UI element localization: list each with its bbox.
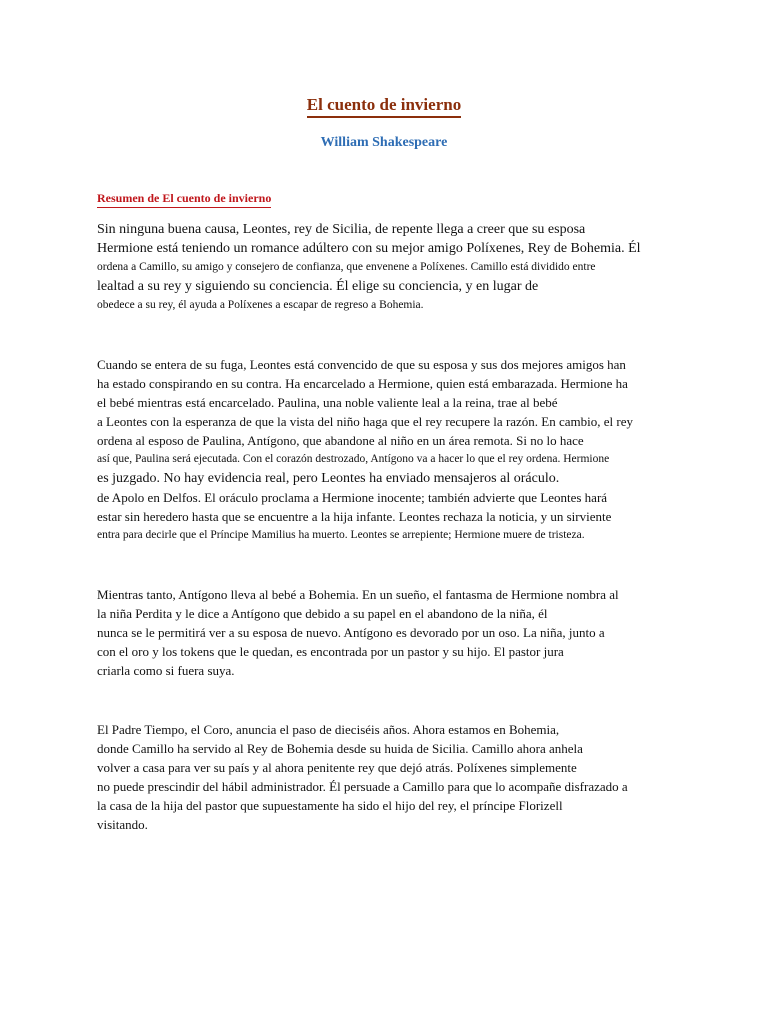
text-line: ha estado conspirando en su contra. Ha encarcelado a Hermione, quien está embarazada. Hermione ha <box>97 376 628 391</box>
paragraph-3 <box>97 585 717 680</box>
text-line: Sin ninguna buena causa, Leontes, rey de Sicilia, de repente llega a creer que su esposa <box>97 222 586 237</box>
text-line: la casa de la hija del pastor que supuestamente ha sido el hijo del rey, el príncipe Florizell <box>97 798 563 813</box>
text-line: ordena a Camillo, su amigo y consejero de confianza, que envenene a Políxenes. Camillo está dividido entre <box>97 261 596 273</box>
text-line: donde Camillo ha servido al Rey de Bohemia desde su huida de Sicilia. Camillo ahora anhela <box>97 741 583 756</box>
text-line: volver a casa para ver su país y al ahora penitente rey que dejó atrás. Políxenes simplemente <box>97 760 577 775</box>
text-line: con el oro y los tokens que le quedan, es encontrada por un pastor y su hijo. El pastor jura <box>97 644 564 659</box>
text-line: nunca se le permitirá ver a su esposa de nuevo. Antígono es devorado por un oso. La niña, junto a <box>97 625 605 640</box>
text-line: estar sin heredero hasta que se encuentre a la hija infante. Leontes rechaza la noticia, y un sirviente <box>97 509 612 524</box>
text-line: El Padre Tiempo, el Coro, anuncia el paso de dieciséis años. Ahora estamos en Bohemia, <box>97 722 560 737</box>
text-line: Cuando se entera de su fuga, Leontes está convencido de que su esposa y sus dos mejores amigos han <box>97 357 626 372</box>
text-line: lealtad a su rey y siguiendo su conciencia. Él elige su conciencia, y en lugar de <box>97 279 539 294</box>
text-line: a Leontes con la esperanza de que la vista del niño haga que el rey recupere la razón. En cambio, el rey <box>97 414 633 429</box>
text-line: obedece a su rey, él ayuda a Políxenes a escapar de regreso a Bohemia. <box>97 299 424 311</box>
text-line: el bebé mientras está encarcelado. Paulina, una noble valiente leal a la reina, trae al bebé <box>97 395 558 410</box>
text-line: no puede prescindir del hábil administrador. Él persuade a Camillo para que lo acompañe disfrazado a <box>97 779 628 794</box>
paragraph-1 <box>97 220 717 315</box>
section-heading: Resumen de El cuento de invierno <box>97 191 271 208</box>
text-line: ordena al esposo de Paulina, Antígono, que abandone al niño en un área remota. Si no lo hace <box>97 433 584 448</box>
text-line: es juzgado. No hay evidencia real, pero Leontes ha enviado mensajeros al oráculo. <box>97 471 560 486</box>
text-line: así que, Paulina será ejecutada. Con el corazón destrozado, Antígono va a hacer lo que el rey ordena. Hermione <box>97 453 610 465</box>
document-author: William Shakespeare <box>320 135 448 150</box>
text-line: entra para decirle que el Príncipe Mamilius ha muerto. Leontes se arrepiente; Hermione muere de tristeza. <box>97 529 585 541</box>
text-line: visitando. <box>97 817 148 832</box>
text-line: la niña Perdita y le dice a Antígono que debido a su papel en el abandono de la niña, él <box>97 606 548 621</box>
paragraph-2 <box>97 355 717 545</box>
text-line: de Apolo en Delfos. El oráculo proclama a Hermione inocente; también advierte que Leontes hará <box>97 490 608 505</box>
text-line: Mientras tanto, Antígono lleva al bebé a Bohemia. En un sueño, el fantasma de Hermione nombra al <box>97 587 619 602</box>
text-line: Hermione está teniendo un romance adúltero con su mejor amigo Políxenes, Rey de Bohemia. Él <box>97 241 641 256</box>
text-line: criarla como si fuera suya. <box>97 663 235 678</box>
document-title: El cuento de invierno <box>0 95 768 118</box>
paragraph-4 <box>97 720 717 834</box>
